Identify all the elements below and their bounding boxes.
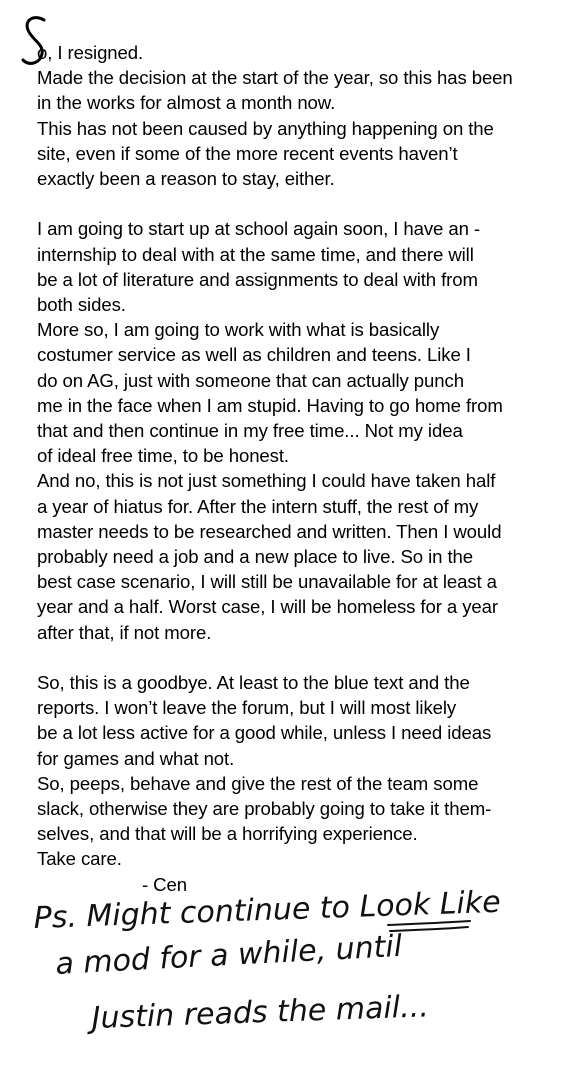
paragraph-1 [37,40,577,191]
text-line: So, peeps, behave and give the rest of the team some [37,772,479,794]
text-line: So, this is a goodbye. At least to the blue text and the [37,672,470,694]
text-line: after that, if not more. [37,621,212,643]
text-line: in the works for almost a month now. [37,92,336,114]
text-line: for games and what not. [37,747,235,769]
ps-line-2: a mod for a while, until [54,928,403,982]
text-line: do on AG, just with someone that can actually punch [37,369,464,391]
text-line: exactly been a reason to stay, either. [37,168,335,190]
handwritten-postscript [0,880,578,1080]
text-line: a year of hiatus for. After the intern stuff, the rest of my [37,495,479,517]
text-line: reports. I won’t leave the forum, but I will most likely [37,697,457,719]
text-line: I am going to start up at school again soon, I have an - [37,218,480,240]
ps-underlined-word: Look [358,887,431,925]
text-line: year and a half. Worst case, I will be homeless for a year [37,596,498,618]
paragraph-2 [37,216,577,644]
text-line: be a lot of literature and assignments to deal with from [37,268,478,290]
text-line: Made the decision at the start of the year, so this has been [37,67,513,89]
text-line: Take care. [37,848,122,870]
text-line: best case scenario, I will still be unavailable for at least a [37,571,497,593]
ps-line-1-start: Ps. Might continue to [33,889,361,936]
text-line: site, even if some of the more recent events haven’t [37,142,458,164]
text-line: slack, otherwise they are probably going to take it them- [37,798,492,820]
text-line: master needs to be researched and written. Then I would [37,520,502,542]
signature: - Cen [142,873,187,895]
text-line: of ideal free time, to be honest. [37,445,290,467]
letter-body [37,40,577,897]
text-line: More so, I am going to work with what is basically [37,319,440,341]
text-line: internship to deal with at the same time, and there will [37,243,474,265]
paragraph-3 [37,670,577,872]
text-line: costumer service as well as children and teens. Like I [37,344,471,366]
text-line: probably need a job and a new place to live. So in the [37,546,473,568]
text-line: be a lot less active for a good while, unless I need ideas [37,722,492,744]
ps-line-1-end: Like [429,884,502,923]
text-line: And no, this is not just something I could have taken half [37,470,496,492]
text-line: both sides. [37,294,126,316]
paragraph-gap [37,645,577,670]
text-line: that and then continue in my free time... Not my idea [37,420,463,442]
text-line: o, I resigned. [37,42,144,63]
ps-line-3: Justin reads the mail... [91,989,430,1036]
text-line: selves, and that will be a horrifying experience. [37,823,418,845]
paragraph-gap [37,191,577,216]
text-line: This has not been caused by anything happening on the [37,117,494,139]
text-line: me in the face when I am stupid. Having to go home from [37,394,503,416]
